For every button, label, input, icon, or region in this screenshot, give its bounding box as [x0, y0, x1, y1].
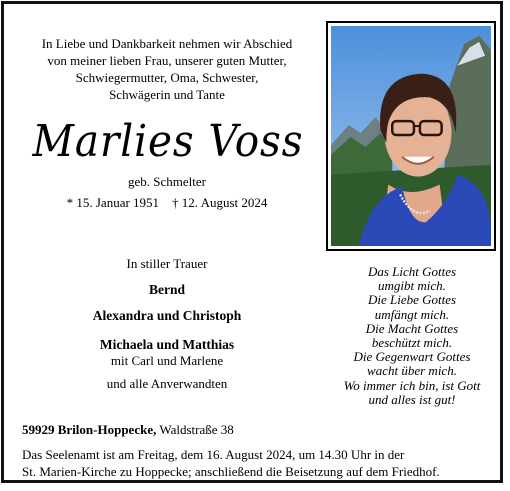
maiden-name: geb. Schmelter	[128, 174, 206, 189]
mourner-family-1: Alexandra und Christoph	[92, 308, 242, 323]
poem-line: Das Licht Gottes	[367, 264, 457, 279]
address	[22, 422, 234, 438]
service-notice	[22, 446, 492, 480]
address-street: Waldstraße 38	[159, 422, 234, 437]
mourner-family-2-children: mit Carl und Marlene	[110, 353, 224, 368]
intro-line: Schwägerin und Tante	[109, 87, 225, 102]
mourner-husband: Bernd	[148, 282, 185, 297]
portrait-illustration	[331, 26, 491, 246]
mourner-family-2: Michaela und Matthias	[99, 337, 235, 352]
mourning-heading: In stiller Trauer	[126, 256, 208, 271]
poem-line: Die Liebe Gottes	[367, 292, 457, 308]
intro-line: von meiner lieben Frau, unserer guten Mutter,	[47, 53, 287, 68]
portrait-photo	[326, 21, 496, 251]
poem-line: und alles ist gut!	[368, 391, 456, 407]
poem-line: Die Macht Gottes	[365, 320, 459, 336]
poem	[326, 265, 498, 407]
deceased-name: Marlies Voss	[32, 116, 304, 167]
mourner-relatives: und alle Anverwandten	[106, 376, 228, 391]
poem-line: wacht über mich.	[367, 363, 457, 379]
poem-line: umfängt mich.	[374, 306, 450, 322]
intro-line: Schwiegermutter, Oma, Schwester,	[75, 70, 259, 85]
intro-line: In Liebe und Dankbarkeit nehmen wir Abschied	[41, 36, 293, 51]
service-notice-line: Das Seelenamt ist am Freitag, dem 16. August 2024, um 14.30 Uhr in der	[22, 447, 405, 462]
service-notice-line: St. Marien-Kirche zu Hoppecke; anschließend die Beisetzung auf dem Friedhof.	[22, 464, 440, 479]
address-city: 59929 Brilon-Hoppecke,	[22, 422, 157, 437]
poem-line: umgibt mich.	[378, 278, 446, 294]
obituary-card	[1, 1, 503, 483]
poem-line: Wo immer ich bin, ist Gott	[343, 377, 481, 393]
life-dates: * 15. Januar 1951 † 12. August 2024	[66, 195, 268, 210]
poem-line: Die Gegenwart Gottes	[353, 349, 471, 365]
poem-line: beschützt mich.	[371, 335, 453, 351]
intro-text	[22, 35, 312, 103]
